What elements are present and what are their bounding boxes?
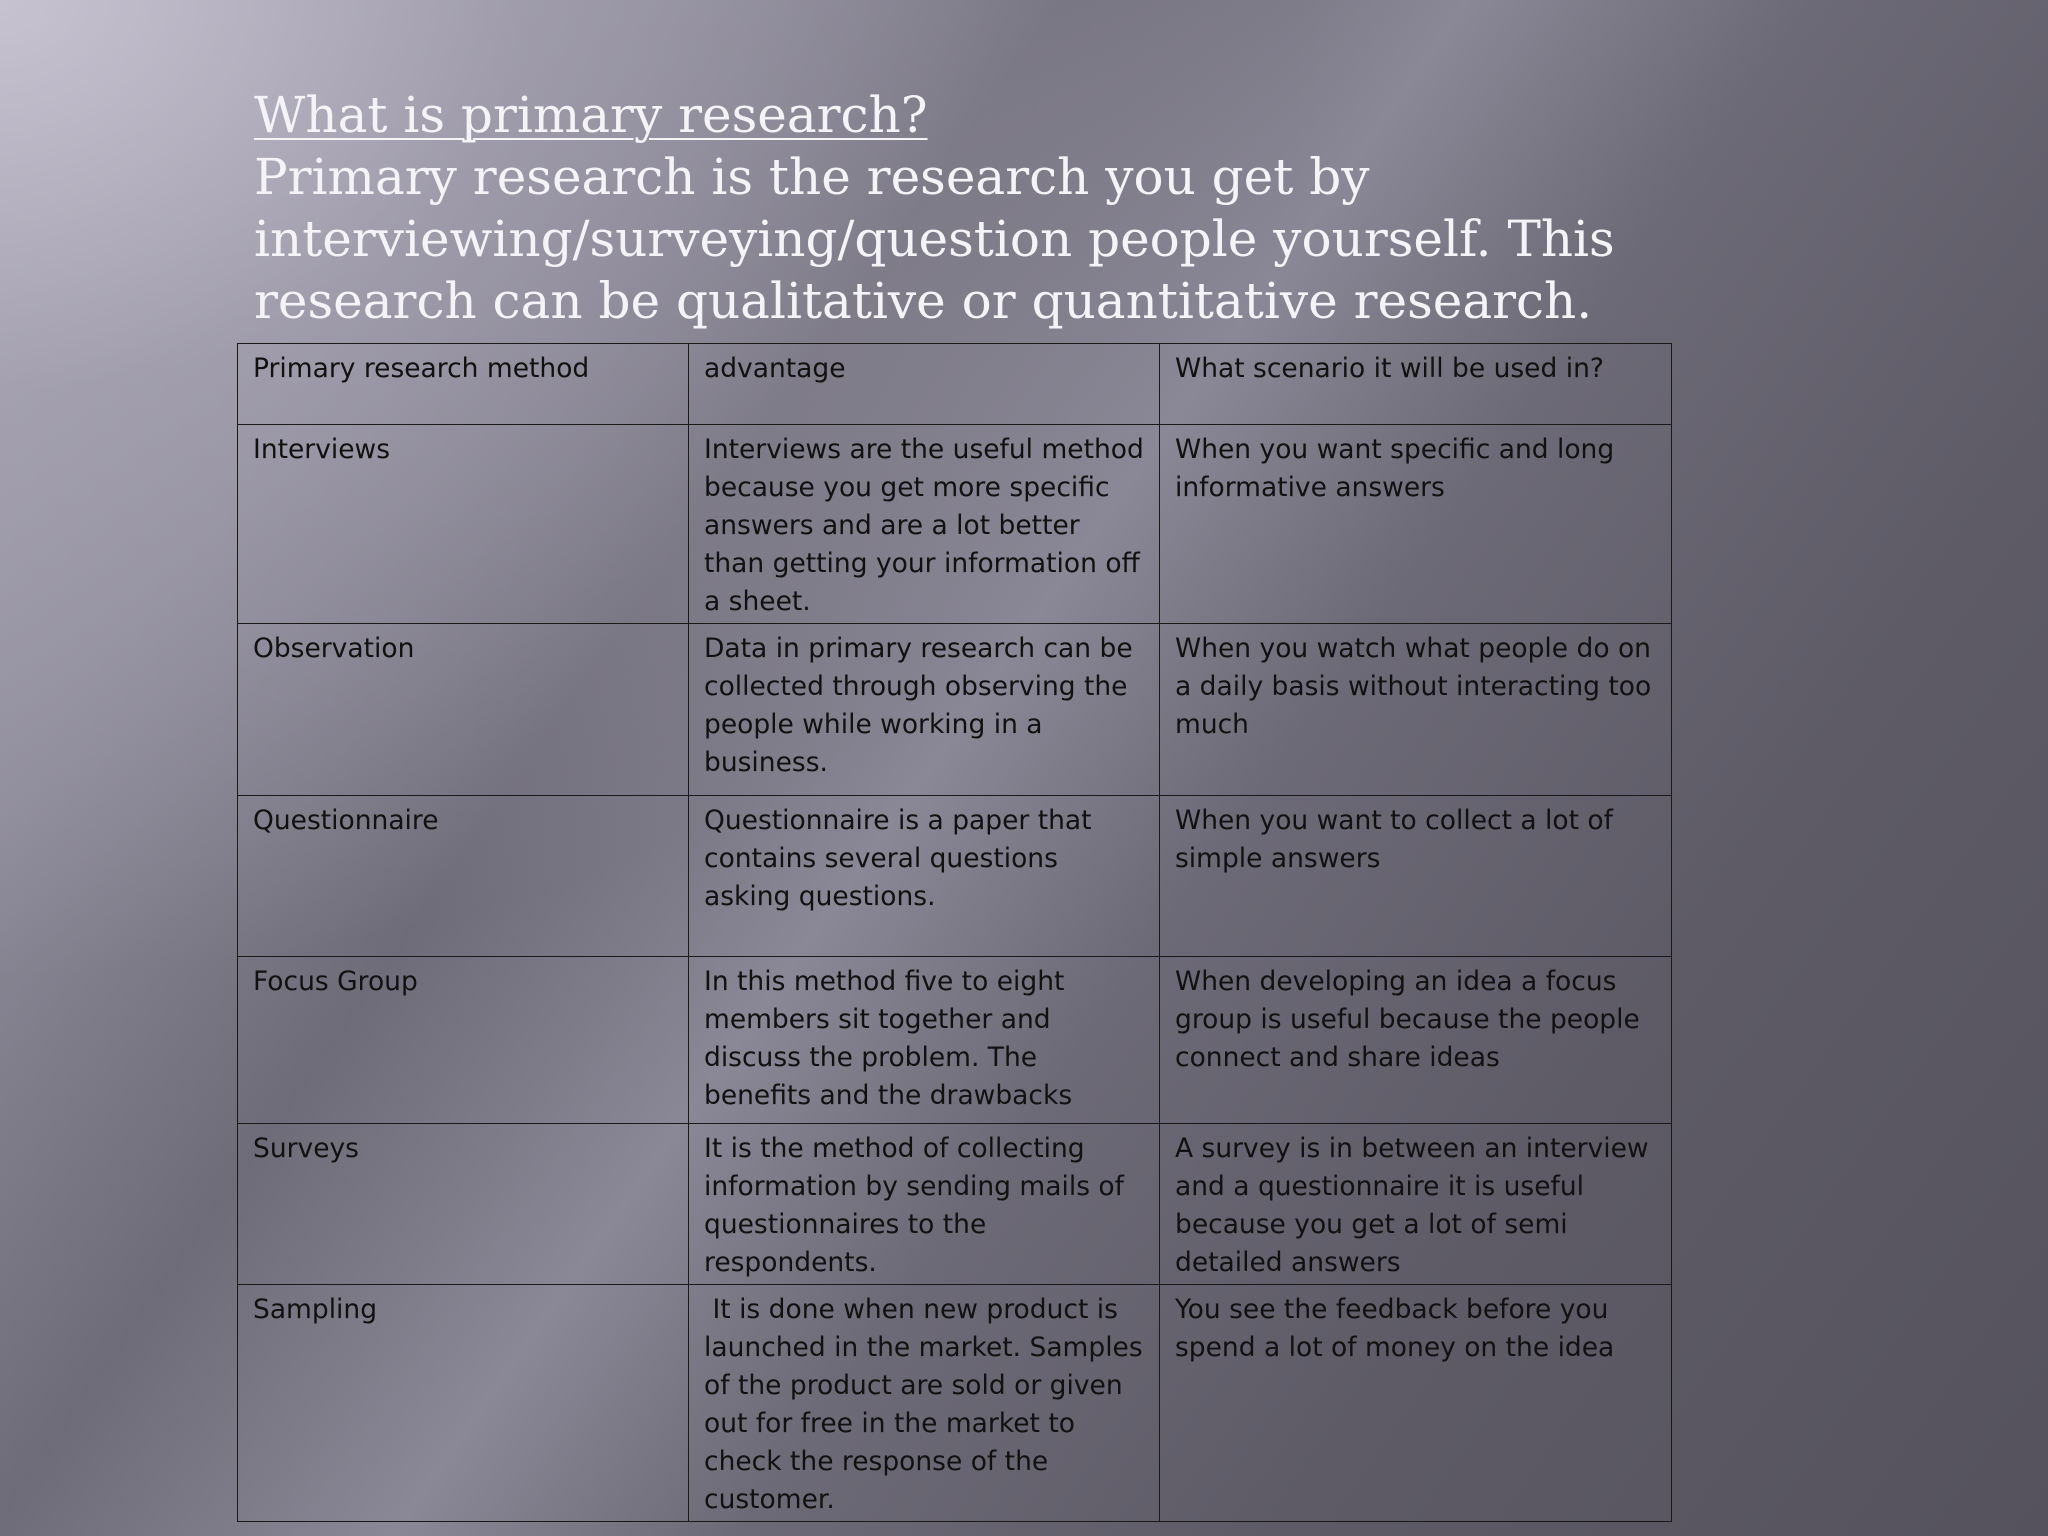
cell-scenario: When you want to collect a lot of simple answers [1160, 796, 1672, 957]
table-row [238, 796, 1672, 957]
table-row [238, 1285, 1672, 1522]
table-row [238, 624, 1672, 796]
cell-advantage: Data in primary research can be collected through observing the people while working in a business. [689, 624, 1160, 796]
cell-scenario: When you watch what people do on a daily basis without interacting too much [1160, 624, 1672, 796]
cell-method: Questionnaire [238, 796, 689, 957]
cell-advantage: In this method five to eight members sit together and discuss the problem. The benefits and the drawbacks [689, 957, 1160, 1124]
header-method: Primary research method [238, 344, 689, 425]
table-row [238, 1124, 1672, 1285]
header-advantage: advantage [689, 344, 1160, 425]
cell-scenario: When you want specific and long informative answers [1160, 425, 1672, 624]
cell-method: Sampling [238, 1285, 689, 1522]
cell-scenario: When developing an idea a focus group is useful because the people connect and share ideas [1160, 957, 1672, 1124]
table-row [238, 957, 1672, 1124]
heading-question: What is primary research? [254, 86, 928, 144]
research-methods-table [237, 343, 1672, 1522]
cell-scenario: A survey is in between an interview and a questionnaire it is useful because you get a lot of semi detailed answers [1160, 1124, 1672, 1285]
cell-advantage: It is done when new product is launched in the market. Samples of the product are sold or given out for free in the market to check the response of the customer. [689, 1285, 1160, 1522]
header-scenario: What scenario it will be used in? [1160, 344, 1672, 425]
cell-method: Observation [238, 624, 689, 796]
table-row [238, 425, 1672, 624]
cell-advantage: Questionnaire is a paper that contains several questions asking questions. [689, 796, 1160, 957]
cell-method: Interviews [238, 425, 689, 624]
cell-advantage: Interviews are the useful method because you get more specific answers and are a lot better than getting your information off a sheet. [689, 425, 1160, 624]
table-header-row [238, 344, 1672, 425]
cell-scenario: You see the feedback before you spend a lot of money on the idea [1160, 1285, 1672, 1522]
heading-definition: Primary research is the research you get by interviewing/surveying/question people yourself. This research can be qualitative or quantitative research. [254, 148, 1615, 330]
cell-method: Surveys [238, 1124, 689, 1285]
slide-heading [254, 84, 1774, 332]
cell-method: Focus Group [238, 957, 689, 1124]
cell-advantage: It is the method of collecting information by sending mails of questionnaires to the respondents. [689, 1124, 1160, 1285]
